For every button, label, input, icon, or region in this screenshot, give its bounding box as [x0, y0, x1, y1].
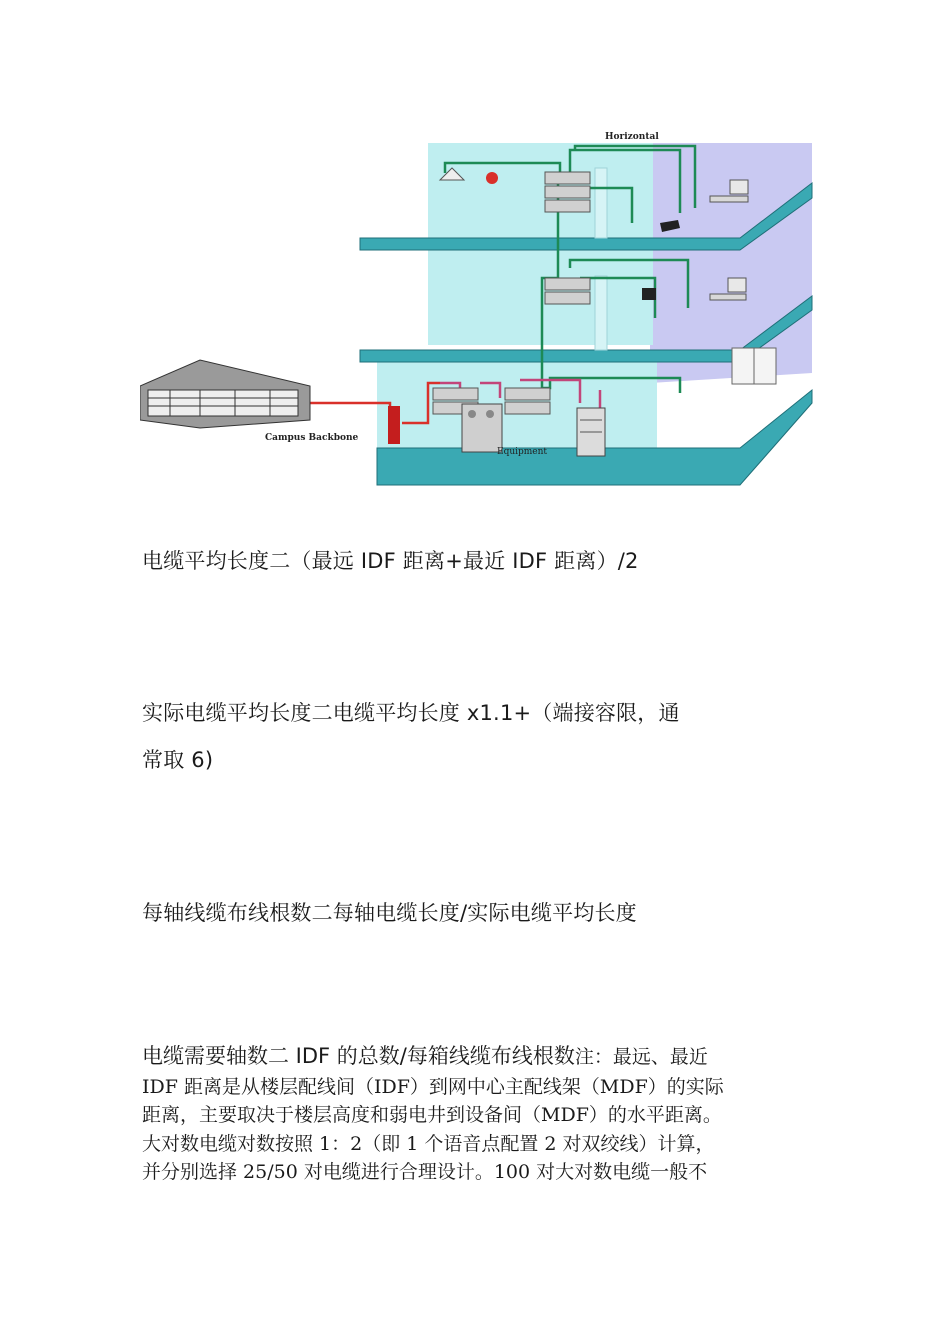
back-wall-top	[428, 143, 653, 238]
note-text: 距离，主要取决于楼层高度和弱电井到设备间（MDF）的水平距离。	[142, 1104, 722, 1126]
label-campus-backbone: Campus Backbone	[265, 433, 359, 443]
note-paragraph	[142, 1042, 822, 1187]
partition-top	[595, 168, 607, 238]
formula-actual-cable-length-line1: 实际电缆平均长度二电缆平均长度 x1.1+（端接容限，通	[142, 701, 680, 725]
alarm-icon	[486, 172, 498, 184]
label-horizontal: Horizontal	[605, 132, 659, 142]
patch-panel-top	[545, 172, 590, 212]
side-wall	[650, 143, 812, 383]
window-icon	[732, 348, 776, 384]
note-text: 并分别选择 25/50 对电缆进行合理设计。100 对大对数电缆一般不	[142, 1161, 708, 1183]
formula-average-cable-length: 电缆平均长度二（最远 IDF 距离+最近 IDF 距离）/2	[142, 549, 639, 573]
partition-mid	[595, 276, 607, 350]
server-rack-icon	[577, 408, 605, 456]
campus-building-icon	[140, 360, 310, 428]
backbone-terminal	[388, 406, 400, 444]
label-equipment: Equipment	[497, 447, 548, 457]
note-text: 注：最远、最近	[574, 1046, 708, 1068]
note-text: 大对数电缆对数按照 1：2（即 1 个语音点配置 2 对双绞线）计算，	[142, 1132, 715, 1155]
formula-actual-cable-length-line2: 常取 6)	[142, 748, 214, 772]
back-wall-mid	[428, 250, 653, 345]
building-cabling-diagram	[140, 128, 820, 490]
formula-cables-per-reel: 每轴线缆布线根数二每轴电缆长度/实际电缆平均长度	[142, 901, 637, 925]
fax-icon	[642, 288, 656, 300]
note-text: IDF 距离是从楼层配线间（IDF）到网中心主配线架（MDF）的实际	[142, 1075, 724, 1098]
server-icon	[462, 404, 502, 452]
formula-reels-needed: 电缆需要轴数二 IDF 的总数/每箱线缆布线根数	[142, 1044, 575, 1068]
